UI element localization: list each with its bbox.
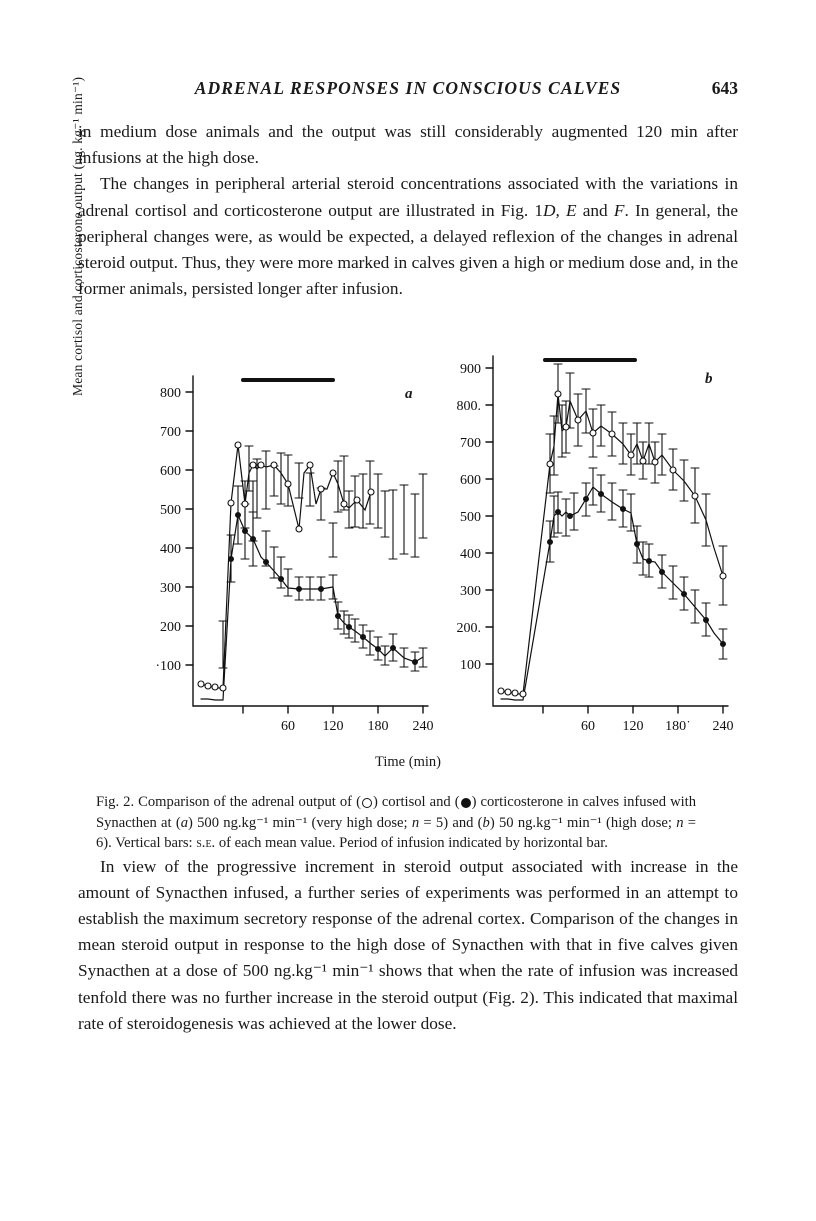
panel-a-corticosterone-line (201, 515, 423, 700)
panel-a-ytick-500: 500 (160, 503, 181, 519)
caption-se: s.e. (196, 835, 216, 852)
panel-b-ytick-700: 700 (460, 436, 481, 452)
y-axis-label-wrap (70, 77, 100, 756)
panel-a-xtick-120: 120 (322, 719, 344, 735)
panel-a-ytick-400: 400 (160, 542, 181, 558)
panel-b-xtick-120: 120 (622, 719, 644, 735)
panel-label-b: b (705, 371, 713, 388)
panel-label-a: a (405, 386, 413, 403)
running-head (78, 78, 738, 99)
panel-b-xtick-60: 60 (581, 719, 595, 735)
caption-text-1: Comparison of the adrenal output of ( (134, 794, 361, 811)
paragraph-2-part-c: and (576, 200, 614, 220)
panel-b-ytick-200: 200. (456, 621, 481, 637)
figure-caption (96, 792, 696, 853)
panel-a-ytick-600: 600 (160, 464, 181, 480)
panel-b-ytick-100: 100 (460, 658, 481, 674)
caption-text-7: = 6). Vertical bars: (96, 814, 696, 852)
panel-b-ytick-300: 300 (460, 584, 481, 600)
panel-b-ytick-900: 900 (460, 362, 481, 378)
x-axis-label: Time (min) (375, 754, 441, 771)
panel-a-ytick-300: 300 (160, 581, 181, 597)
running-title: ADRENAL RESPONSES IN CONSCIOUS CALVES (194, 78, 622, 98)
panel-a-ytick-700: 700 (160, 425, 181, 441)
caption-n-2: n (676, 814, 684, 831)
open-circle-icon (362, 798, 372, 808)
panel-b-xtick-240: 240 (712, 719, 734, 735)
caption-n-1: n (411, 814, 420, 831)
caption-text-2: ) cortisol and ( (372, 794, 460, 811)
y-axis-label: Mean cortisol and corticosterone output (ng. kg⁻¹ min⁻¹) (70, 77, 85, 397)
panel-b-xtick-180: 180˙ (665, 719, 691, 735)
page-number: 643 (711, 78, 738, 98)
panel-a-ytick-200: 200 (160, 620, 181, 636)
panel-b-ytick-800: 800. (456, 399, 481, 415)
panel-a-ytick-800: 800 (160, 386, 181, 402)
paragraph-2-fig-f: F (613, 200, 625, 220)
caption-text-6: ) 50 ng.kg⁻¹ min⁻¹ (high dose; (489, 814, 677, 831)
figure-2-plot (98, 316, 738, 746)
paragraph-2 (78, 171, 738, 302)
caption-label-a: a (180, 814, 189, 831)
page-content (70, 77, 738, 1037)
panel-b-ytick-500: 500 (460, 510, 481, 526)
panel-a-xtick-180: 180 (367, 719, 389, 735)
paragraph-2-part-a: The changes in peripheral arterial steroid concentrations associated with the variations in adrenal cortisol and corticosterone output are illustrated in Fig. 1 (78, 174, 738, 220)
caption-text-4: ) 500 ng.kg⁻¹ min⁻¹ (very high dose; (188, 814, 412, 831)
paragraph-3: In view of the progressive increment in steroid output associated with increase in the amount of Synacthen infused, a further series of experiments was performed in an attempt to establish the maximum secretory response of the adrenal cortex. Comparison of the changes in mean steroid output in response to the high dose of Synacthen with that in five calves given Synacthen at a dose of 500 ng.kg⁻¹ min⁻¹ shows that when the rate of infusion was increased tenfold there was no further increase in the steroid output (Fig. 2). This indicated that maximal rate of steroidogenesis was achieved at the lower dose. (78, 856, 738, 1033)
caption-lead: Fig. 2. (96, 794, 135, 811)
panel-a-ytick-100: ·100 (155, 659, 181, 675)
caption-text-3: ) corticosterone in calves infused with Synacthen at ( (96, 794, 697, 831)
panel-a-xtick-240: 240 (412, 719, 434, 735)
panel-b-ytick-600: 600 (460, 473, 481, 489)
caption-text-8: of each mean value. Period of infusion indicated by horizontal bar. (215, 835, 608, 852)
panel-a-xtick-60: 60 (281, 719, 295, 735)
caption-text-5: = 5) and ( (419, 814, 483, 831)
paragraph-2-part-e: . In general, the peripheral changes were, as would be expected, a delayed reflexion of the changes in adrenal steroid output. Thus, they were more marked in calves given a high or medium dose and, in the former animals, persisted longer after infusion. (78, 200, 738, 299)
caption-label-b: b (482, 814, 490, 831)
paragraph-2-fig-de: D, E (543, 200, 577, 220)
filled-circle-icon (461, 798, 471, 808)
paragraph-1: in medium dose animals and the output was still considerably augmented 120 min after infusions at the high dose. (78, 122, 738, 168)
panel-b-ytick-400: 400 (460, 547, 481, 563)
